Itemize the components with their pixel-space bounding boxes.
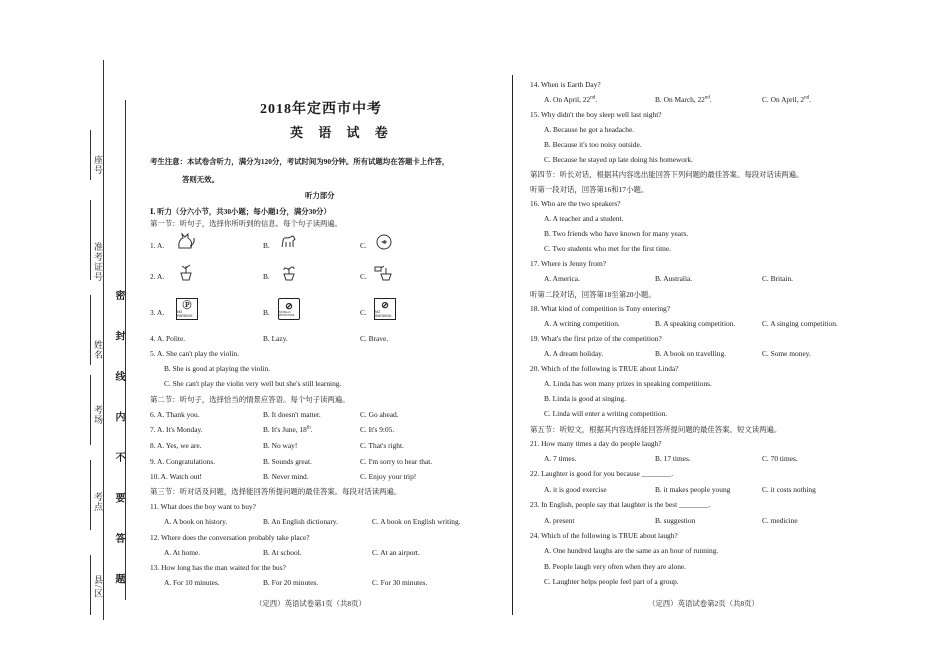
fishbowl-icon	[373, 232, 395, 250]
seat-number-label: 座号	[93, 155, 103, 175]
q19-question: 19. What's the first prize of the competition?	[530, 334, 662, 343]
q7-option-a: 7. A. It's Monday.	[150, 425, 203, 434]
q12-option-a: A. At home.	[164, 548, 201, 557]
q5-option-b: B. She is good at playing the violin.	[164, 364, 271, 373]
q2-option-a: 2. A.	[150, 272, 165, 281]
q13-option-c: C. For 30 minutes.	[372, 578, 428, 587]
page-1-footer: （定西）英语试卷第1页（共8页）	[255, 599, 366, 608]
q20-option-c: C. Linda will enter a writing competition.	[544, 409, 668, 418]
q14-option-a: A. On April, 22nd.	[544, 95, 598, 104]
section-1-instructions: 第一节：听句子，选择你所听到的信息。每个句子读两遍。	[150, 219, 343, 228]
q7-option-b: B. It's June, 18th.	[263, 425, 313, 434]
no-parking-sign-icon: Ⓟ NO PARKING	[176, 298, 198, 320]
q11-option-b: B. An English dictionary.	[263, 517, 338, 526]
section-5-instructions: 第五节：听短文，根据其内容选择能回答所提问题的最佳答案。短文读两遍。	[530, 425, 782, 434]
watering-plant-icon	[373, 263, 395, 281]
exam-site-label: 考点	[93, 492, 103, 512]
q24-option-a: A. One hundred laughs are the same as an hour of running.	[544, 546, 719, 555]
section-4-instructions: 第四节：听长对话，根据其内容选出能回答下列问题的最佳答案。每段对话读两遍。	[530, 170, 804, 179]
q12-option-c: C. At an airport.	[372, 548, 420, 557]
q10-option-c: C. Enjoy your trip!	[360, 472, 417, 481]
dialogue-1-instructions: 听第一段对话，回答第16和17小题。	[530, 185, 649, 194]
q4-option-b: B. Lazy.	[263, 334, 288, 343]
q21-question: 21. How many times a day do people laugh?	[530, 439, 662, 448]
q20-option-a: A. Linda has won many prizes in speaking competitions.	[544, 379, 712, 388]
q23-option-a: A. present	[544, 516, 575, 525]
q15-question: 15. Why didn't the boy sleep well last night?	[530, 110, 662, 119]
notice-line-2: 答则无效。	[182, 175, 219, 184]
section-3-instructions: 第三节：听对话及问题，选择能回答所提问题的最佳答案。每段对话读两遍。	[150, 487, 402, 496]
q20-option-b: B. Linda is good at singing.	[544, 394, 626, 403]
q20-question: 20. Which of the following is TRUE about Linda?	[530, 364, 679, 373]
county-label: 县/区	[93, 575, 103, 599]
q15-option-a: A. Because he got a headache.	[544, 125, 635, 134]
q3-option-c: C.	[360, 308, 367, 317]
q23-question: 23. In English, people say that laughter is the best ________.	[530, 500, 711, 509]
q4-option-c: C. Brave.	[360, 334, 389, 343]
exam-subtitle: 英 语 试 卷	[290, 125, 394, 140]
q22-option-b: B. it makes people young	[655, 485, 731, 494]
q9-option-a: 9. A. Congratulations.	[150, 457, 216, 466]
column-divider	[512, 75, 513, 615]
q19-option-b: B. A book on travelling.	[655, 349, 727, 358]
q7-option-c: C. It's 9:05.	[360, 425, 395, 434]
q17-option-c: C. Britain.	[762, 274, 793, 283]
q12-option-b: B. At school.	[263, 548, 302, 557]
dog-icon	[278, 232, 300, 250]
q1-option-a: 1. A.	[150, 241, 165, 250]
section-2-instructions: 第二节：听句子，选择恰当的情景应答语。每个句子读两遍。	[150, 395, 350, 404]
admission-number-label: 准考证号	[93, 242, 103, 282]
page-2	[530, 76, 885, 616]
q17-option-a: A. America.	[544, 274, 580, 283]
q16-question: 16. Who are the two speakers?	[530, 199, 621, 208]
page-1	[150, 80, 495, 620]
q6-option-b: B. It doesn't matter.	[263, 410, 321, 419]
q9-option-b: B. Sounds great.	[263, 457, 312, 466]
q3-option-a: 3. A.	[150, 308, 165, 317]
q14-question: 14. When is Earth Day?	[530, 80, 601, 89]
q18-question: 18. What kind of competition is Tony entering?	[530, 304, 671, 313]
q18-option-a: A. A writing competition.	[544, 319, 620, 328]
q9-option-c: C. I'm sorry to hear that.	[360, 457, 433, 466]
q6-option-c: C. Go ahead.	[360, 410, 399, 419]
q18-option-c: C. A singing competition.	[762, 319, 838, 328]
q23-option-b: B. suggestion	[655, 516, 696, 525]
listening-section: 听力部分	[305, 191, 335, 200]
q1-option-b: B.	[263, 241, 270, 250]
exam-room-label: 考场	[93, 405, 103, 425]
q4-option-a: 4. A. Polite.	[150, 334, 186, 343]
q21-option-c: C. 70 times.	[762, 454, 798, 463]
q24-option-c: C. Laughter helps people feel part of a group.	[544, 577, 679, 586]
q13-option-a: A. For 10 minutes.	[164, 578, 220, 587]
q17-question: 17. Where is Jenny from?	[530, 259, 607, 268]
dialogue-2-instructions: 听第二段对话，回答第18至第20小题。	[530, 290, 656, 299]
q8-option-b: B. No way!	[263, 441, 298, 450]
q22-option-a: A. it is good exercise	[544, 485, 607, 494]
q17-option-b: B. Australia.	[655, 274, 693, 283]
plant-pot-icon	[175, 263, 197, 281]
binding-strip	[8, 60, 138, 620]
q18-option-b: B. A speaking competition.	[655, 319, 736, 328]
q21-option-a: A. 7 times.	[544, 454, 577, 463]
q22-option-c: C. it costs nothing	[762, 485, 816, 494]
q11-option-a: A. A book on history.	[164, 517, 228, 526]
q11-question: 11. What does the boy want to buy?	[150, 502, 256, 511]
page-2-footer: （定西）英语试卷第2页（共8页）	[648, 599, 759, 608]
q5-option-a: 5. A. She can't play the violin.	[150, 349, 239, 358]
q23-option-c: C. medicine	[762, 516, 798, 525]
q19-option-c: C. Some money.	[762, 349, 811, 358]
no-balls-sign-icon: ⊘ NO BALLS WITHIN POOL	[278, 298, 300, 320]
q2-option-c: C.	[360, 272, 367, 281]
q8-option-c: C. That's right.	[360, 441, 404, 450]
cat-icon	[175, 232, 197, 250]
q12-question: 12. Where does the conversation probably take place?	[150, 533, 310, 542]
seal-warning: 密 封 线 内 不 要 答 题	[113, 290, 124, 598]
q3-option-b: B.	[263, 308, 270, 317]
notice-line-1: 考生注意：本试卷含听力，满分为120分，考试时间为90分钟。所有试题均在答题卡上作答，	[150, 157, 450, 166]
q15-option-c: C. Because he stayed up late doing his homework.	[544, 155, 694, 164]
q24-option-b: B. People laugh very often when they are alone.	[544, 562, 687, 571]
name-label: 姓名	[93, 340, 103, 360]
q19-option-a: A. A dream holiday.	[544, 349, 604, 358]
q13-question: 13. How long has the man waited for the bus?	[150, 563, 286, 572]
exam-title: 2018年定西市中考	[260, 102, 382, 117]
q14-option-c: C. On April, 2nd.	[762, 95, 811, 104]
no-smoking-sign-icon: ⊘ NO SMOKING	[374, 298, 396, 320]
q15-option-b: B. Because it's too noisy outside.	[544, 140, 642, 149]
q22-question: 22. Laughter is good for you because ________.	[530, 469, 674, 478]
q1-option-c: C.	[360, 241, 367, 250]
q2-option-b: B.	[263, 272, 270, 281]
q21-option-b: B. 17 times.	[655, 454, 691, 463]
part-1-heading: Ⅰ. 听力（分六小节，共30小题；每小题1分，满分30分）	[150, 207, 331, 216]
q24-question: 24. Which of the following is TRUE about laugh?	[530, 531, 678, 540]
q16-option-a: A. A teacher and a student.	[544, 214, 624, 223]
q10-option-a: 10. A. Watch out!	[150, 472, 203, 481]
q6-option-a: 6. A. Thank you.	[150, 410, 200, 419]
q10-option-b: B. Never mind.	[263, 472, 309, 481]
q14-option-b: B. On March, 22nd.	[655, 95, 712, 104]
q13-option-b: B. For 20 minutes.	[263, 578, 319, 587]
q5-option-c: C. She can't play the violin very well but she's still learning.	[164, 379, 342, 388]
q16-option-c: C. Two students who met for the first time.	[544, 244, 672, 253]
sprout-pot-icon	[278, 263, 300, 281]
q8-option-a: 8. A. Yes, we are.	[150, 441, 202, 450]
q16-option-b: B. Two friends who have known for many years.	[544, 229, 689, 238]
q11-option-c: C. A book on English writing.	[372, 517, 461, 526]
